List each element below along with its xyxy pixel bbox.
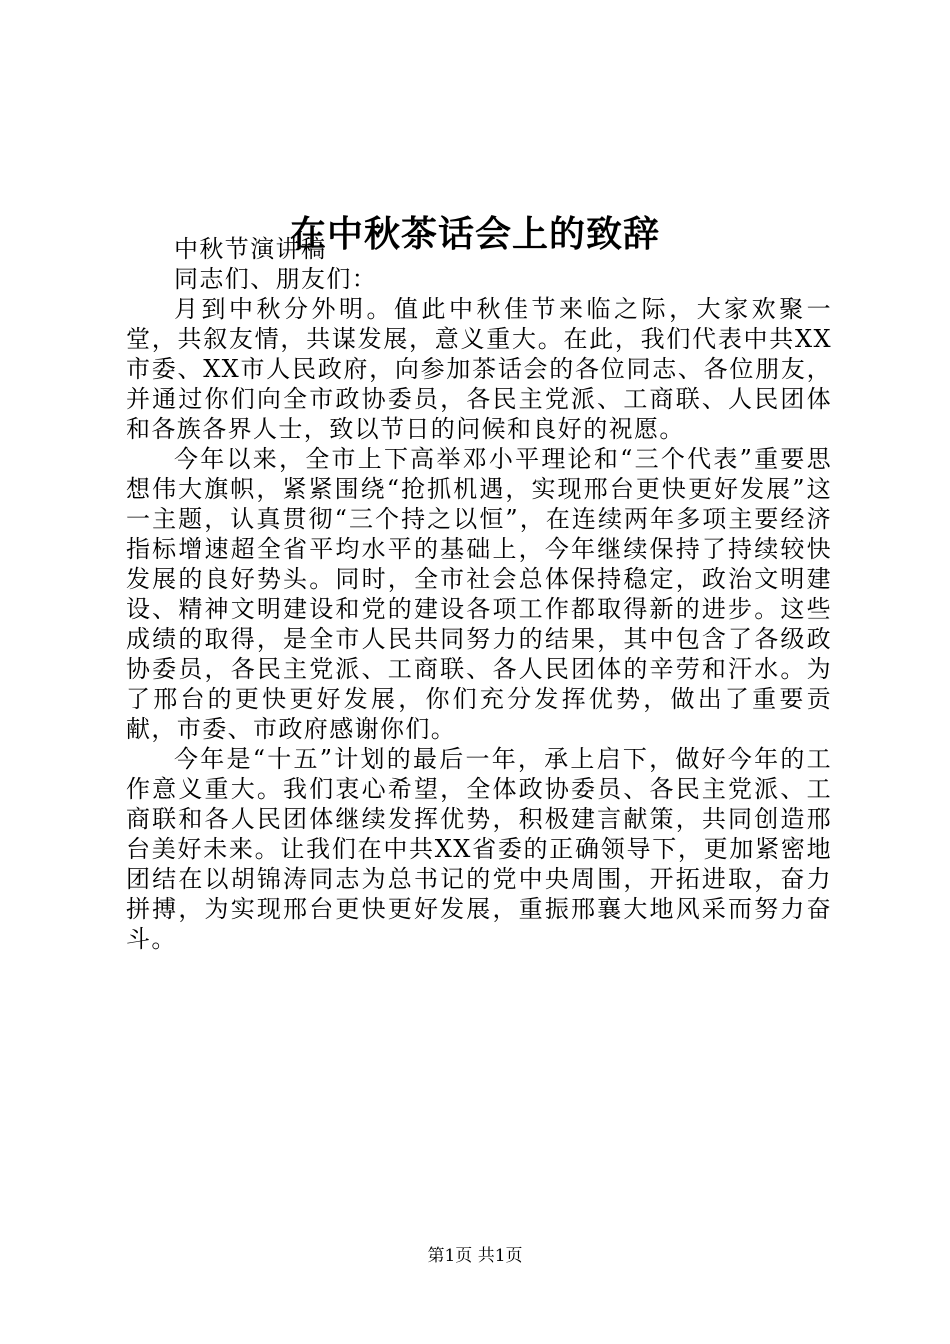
document-subtitle: 中秋节演讲稿: [174, 235, 327, 263]
paragraph-3: 今年是“十五”计划的最后一年，承上启下，做好今年的工作意义重大。我们衷心希望，全体政协委员、各民主党派、工商联和各人民团体继续发挥优势，积极建言献策，共同创造邢台美好未来。让我们在中共XX省委的正确领导下，更加紧密地团结在以胡锦涛同志为总书记的党中央周围，开拓进取，奋力拼搏，为实现邢台更快更好发展，重振邢襄大地风采而努力奋斗。: [126, 745, 832, 953]
page-number: 第1页 共1页: [427, 1246, 523, 1266]
paragraph-1: 月到中秋分外明。值此中秋佳节来临之际，大家欢聚一堂，共叙友情，共谋发展，意义重大。在此，我们代表中共XX市委、XX市人民政府，向参加茶话会的各位同志、各位朋友，并通过你们向全市政协委员，各民主党派、工商联、人民团体和各族各界人士，致以节日的问候和良好的祝愿。: [126, 295, 832, 443]
salutation: 同志们、朋友们：: [174, 265, 378, 293]
page-title: 在中秋茶话会上的致辞: [289, 213, 660, 256]
paragraph-2: 今年以来，全市上下高举邓小平理论和“三个代表”重要思想伟大旗帜，紧紧围绕“抢抓机遇，实现邢台更快更好发展”这一主题，认真贯彻“三个持之以恒”，在连续两年多项主要经济指标增速超全省平均水平的基础上，今年继续保持了持续较快发展的良好势头。同时，全市社会总体保持稳定，政治文明建设、精神文明建设和党的建设各项工作都取得新的进步。这些成绩的取得，是全市人民共同努力的结果，其中包含了各级政协委员，各民主党派、工商联、各人民团体的辛劳和汗水。为了邢台的更快更好发展，你们充分发挥优势，做出了重要贡献，市委、市政府感谢你们。: [126, 445, 832, 743]
document-body: [126, 234, 832, 954]
